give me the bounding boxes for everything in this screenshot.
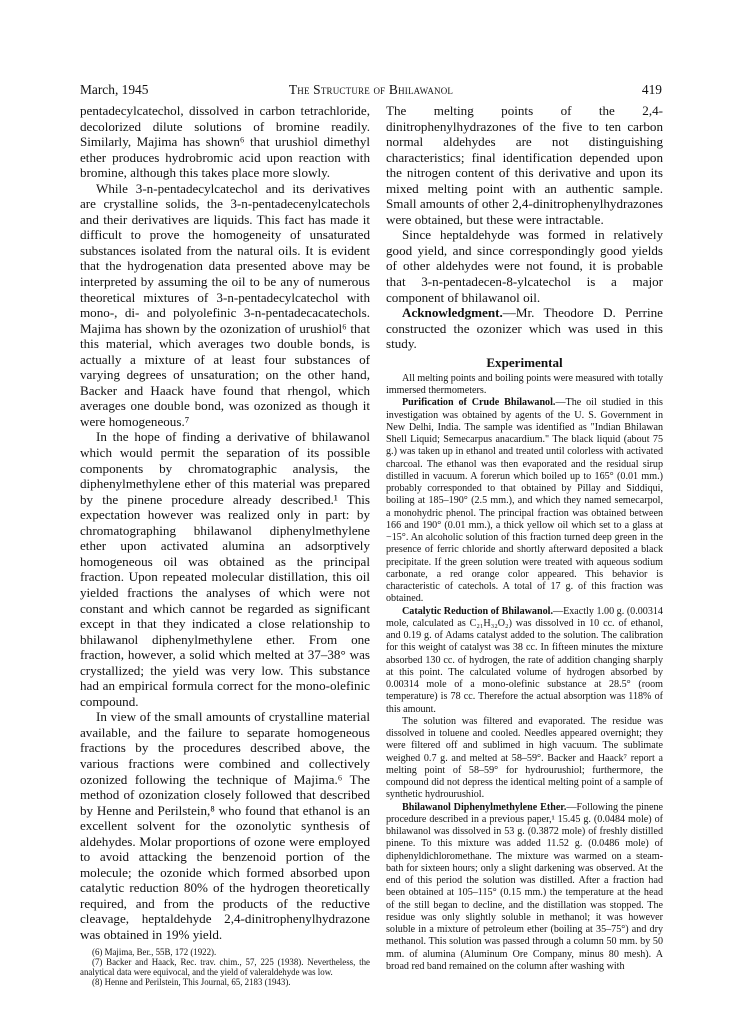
page-number: 419	[641, 82, 662, 97]
experimental-heading: Experimental	[486, 354, 563, 370]
paragraph-heptaldehyde: Since heptaldehyde was formed in relatively good yield, and since correspondingly good yields of other aldehydes were not found, it is probable that 3-n-pentadecen-8-ylcatechol is a major component of bhilawanol oil.	[386, 227, 663, 305]
paragraph-purification	[386, 397, 663, 605]
right-column	[386, 103, 663, 983]
paragraph-filtered: The solution was filtered and evaporated. The residue was dissolved in toluene and cooled. Needles appeared overnight; they were filtered off and sublimed in high vacuum. The sublimate weighed 0.7 g. and melted at 58–59°. Backer and Haack⁷ report a melting point of 58–59° for hydrourushiol; furthermore, the compound did not depress the identical melting point of a sample of synthetic hydrourushiol.	[386, 715, 663, 801]
paragraph-thermometers: All melting points and boiling points were measured with totally immersed thermometers.	[386, 372, 663, 396]
catalytic-text: —Exactly 1.00 g. (0.00314 mole, calculated as C₂₁H₃₂O₂) was dissolved in 10 cc. of ethanol, and 0.19 g. of Adams catalyst added to the solution. The calibration for this weight of catalyst was 38 cc. In fifteen minutes the mixture absorbed 130 cc. of hydrogen, the rate of addition changing sharply at this point. The calculated volume of hydrogen absorbed by 0.00314 mole of a mono-olefinic substance at 28.5° (room temperature) is 78 cc. Therefore the actual absorption was 118% of this amount.	[386, 605, 663, 715]
footnote-8: (8) Henne and Perilstein, This Journal, 65, 2183 (1943).	[92, 977, 291, 988]
paragraph-diphenylmethylene	[386, 802, 663, 974]
acknowledgment-title: Acknowledgment.	[402, 305, 503, 321]
paragraph-melting-points: The melting points of the 2,4-dinitrophenylhydrazones of the five to ten carbon normal aldehydes are not distinguishing characteristics; final identification depended upon the nitrogen content of this derivative and upon its mixed melting point with an authentic sample. Small amounts of other 2,4-dinitrophenylhydrazones were obtained, but these were intractable.	[386, 103, 663, 227]
catalytic-title: Catalytic Reduction of Bhilawanol.	[402, 605, 553, 617]
paragraph-bromine: pentadecylcatechol, dissolved in carbon tetrachloride, decolorized dilute solutions of bromine readily. Similarly, Majima has shown⁶ that urushiol dimethyl ether produces hydrobromic acid upon reaction with bromine, although this takes place more slowly.	[80, 103, 370, 181]
paragraph-acknowledgment	[386, 305, 663, 352]
page-header	[80, 80, 662, 100]
paragraph-chromatography: In the hope of finding a derivative of bhilawanol which would permit the separation of its possible components by chromatographic analysis, the diphenylmethylene ether of this material was prepared by the pinene procedure already described.¹ This expectation however was realized only in part: by chromatographing bhilawanol diphenylmethylene ether upon activated alumina an adsorptively homogeneous oil was obtained as the principal fraction. Upon repeated molecular distillation, this oil yielded fractions the analyses of which were not constant and which cannot be regarded as significant except in that they indicated a close relationship to bhilawanol diphenylmethylene ether. From one fraction, however, a solid which melted at 37–38° was crystallized; the yield was very low. This substance had an empirical formula correct for the mono-olefinic compound.	[80, 429, 370, 709]
running-header-title: The Structure of Bhilawanol	[288, 82, 454, 97]
running-header-date: March, 1945	[80, 82, 149, 97]
diphenylmethylene-text: —Following the pinene procedure described in a previous paper,¹ 15.45 g. (0.0484 mole) of bhilawanol was dissolved in 53 g. (0.3872 mole) of freshly distilled pinene. To this mixture was added 11.52 g. (0.0486 mole) of diphenyldichloromethane. The mixture was warmed on a steam-bath for sixteen hours; only a slight darkening was observed. At the end of this period the solution was distilled. After a fraction had been obtained at 105–115° (0.15 mm.) the temperature at the head of the still began to decline, and the distillation was stopped. The residue was only slightly soluble in methanol; it was however soluble in a mixture of petroleum ether (boiling at 35–75°) and dry methanol. This solution was passed through a column 50 mm. by 50 mm. of alumina (Aluminum Ore Company, minus 80 mesh). A broad red band remained on the column after washing with	[386, 801, 663, 972]
paragraph-ozonization: In view of the small amounts of crystalline material available, and the failure to separate homogeneous fractions by the procedures described above, the various fractions were combined and collectively ozonized following the technique of Majima.⁶ The method of ozonization closely followed that described by Henne and Perilstein,⁸ who found that ethanol is an excellent solvent for the ozonolytic synthesis of aldehydes. Molar proportions of ozone were employed to avoid attacking the benzenoid portion of the molecule; the ozonide which formed absorbed upon catalytic reduction 80% of the hydrogen theoretically required, and from the products of the reductive cleavage, heptaldehyde 2,4-dinitrophenylhydrazone was obtained in 19% yield.	[80, 709, 370, 942]
purification-text: —The oil studied in this investigation was obtained by agents of the U. S. Government in New Delhi, India. The sample was identified as "Indian Bhilawan Shell Liquid; Semecarpus anacardium." The black liquid (about 75 g.) was taken up in ethanol and treated until colorless with activated charcoal. The ethanol was then evaporated and the residual sirup distilled in vacuum. A forerun which boiled up to 165° (0.01 mm.) probably corresponded to that obtained by Pillay and Siddiqui, boiling at 185–190° (2.5 mm.), and which they named semecarpol, a monohydric phenol. The principal fraction was obtained between 166 and 190° (0.01 mm.), a thick yellow oil which set to a glass at −15°. An alcoholic solution of this fraction turned deep green in the presence of ferric chloride and shortly afterward deposited a black precipitate. If the green solution were treated with aqueous sodium carbonate, a red orange color appeared. This behavior is characteristic of catechols. A total of 17 g. of this fraction was obtained.	[386, 397, 663, 605]
paragraph-catalytic-reduction	[386, 606, 663, 716]
diphenylmethylene-title: Bhilawanol Diphenylmethylene Ether.	[402, 801, 567, 813]
footnote-7: (7) Backer and Haack, Rec. trav. chim., 57, 225 (1938). Nevertheless, the analytical data were equivocal, and the yield of valeraldehyde was low.	[80, 956, 370, 978]
footnotes	[80, 947, 370, 988]
paragraph-homogeneity: While 3-n-pentadecylcatechol and its derivatives are crystalline solids, the 3-n-pentadecenylcatechols and their derivatives are liquids. This fact has made it difficult to prove the homogeneity of unsaturated substances isolated from the natural oils. It is evident that the hydrogenation data presented above may be interpreted by assuming the oil to be any of numerous theoretical mixtures of 3-n-pentadecylcatechol with mono-, di- and polyolefinic 3-n-pentadecacatechols. Majima has shown by the ozonization of urushiol⁶ that this material, which averages two double bonds, is actually a mixture of at least four substances of varying degrees of unsaturation; on the other hand, Backer and Haack have found that rhengol, which averages one double bond, was ozonized as though it were homogeneous.⁷	[80, 180, 370, 429]
footnote-6: (6) Majima, Ber., 55B, 172 (1922).	[92, 946, 217, 957]
left-column	[80, 103, 370, 988]
acknowledgment-text: —Mr. Theodore D. Perrine constructed the ozonizer which was used in this study.	[386, 305, 663, 352]
purification-title: Purification of Crude Bhilawanol.	[402, 397, 556, 409]
